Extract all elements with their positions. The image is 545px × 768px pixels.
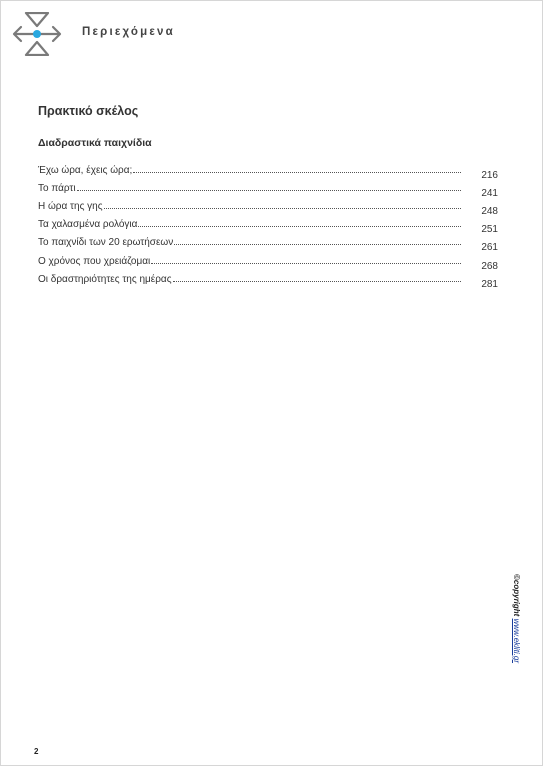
toc-entry[interactable] (38, 213, 498, 236)
toc-dot-leader (133, 172, 461, 173)
toc-entry-page: 251 (481, 224, 498, 236)
copyright-label: ©copyright (512, 574, 521, 617)
section-title: Πρακτικό σκέλος (38, 104, 139, 118)
toc-dot-leader (173, 281, 461, 282)
subsection-title: Διαδραστικά παιχνίδια (38, 137, 152, 149)
toc-entry-label: Έχω ώρα, έχεις ώρα; (38, 165, 133, 177)
toc-dot-leader (104, 208, 461, 209)
toc-entry[interactable] (38, 231, 498, 254)
toc-dot-leader (174, 244, 461, 245)
toc-entry-label: Ο χρόνος που χρειάζομαι (38, 255, 151, 267)
table-of-contents (38, 159, 498, 290)
toc-entry[interactable] (38, 249, 498, 272)
toc-entry[interactable] (38, 177, 498, 200)
hourglass-arrows-icon (12, 12, 62, 56)
toc-entry-page: 248 (481, 206, 498, 218)
toc-entry-label: Οι δραστηριότητες της ημέρας (38, 273, 172, 285)
toc-dot-leader (151, 263, 461, 264)
toc-entry[interactable] (38, 159, 498, 182)
toc-entry[interactable] (38, 268, 498, 290)
toc-dot-leader (77, 190, 461, 191)
toc-entry[interactable] (38, 195, 498, 218)
toc-entry-page: 241 (481, 188, 498, 200)
toc-entry-page: 216 (481, 170, 498, 182)
toc-entry-label: Τα χαλασμένα ρολόγια (38, 219, 138, 231)
copyright-notice (509, 574, 521, 680)
toc-dot-leader (138, 226, 461, 227)
page-header-title: Περιεχόμενα (82, 26, 175, 38)
page-number: 2 (34, 747, 39, 756)
toc-entry-page: 281 (481, 278, 498, 290)
toc-entry-page: 261 (481, 242, 498, 254)
toc-entry-label: Το παιχνίδι των 20 ερωτήσεων (38, 237, 174, 249)
toc-entry-label: Η ώρα της γης (38, 201, 103, 213)
toc-entry-page: 268 (481, 260, 498, 272)
toc-entry-label: Το πάρτι (38, 183, 76, 195)
copyright-link[interactable]: www.ekliti.gr (512, 618, 521, 664)
